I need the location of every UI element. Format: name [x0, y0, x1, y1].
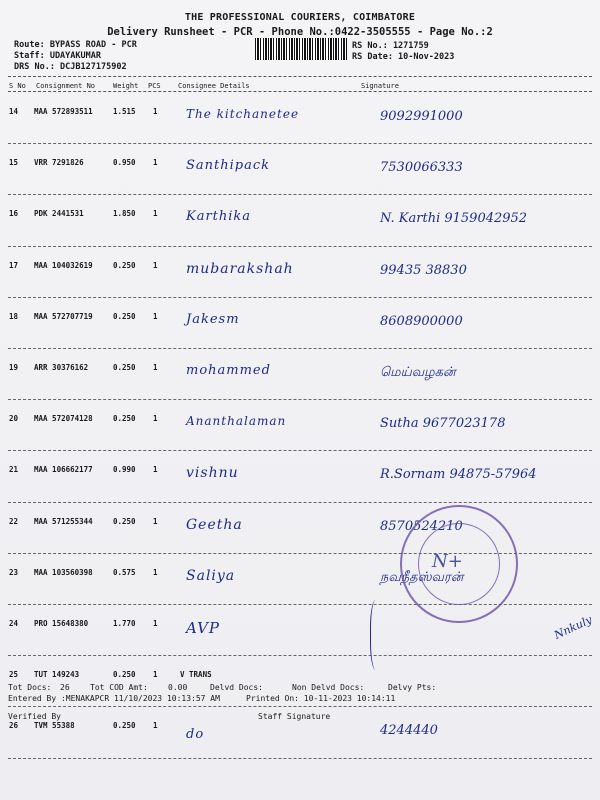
row-signature: Sutha 9677023178 [380, 416, 506, 432]
table-row [8, 349, 592, 400]
row-weight: 1.850 [113, 209, 136, 219]
col-consignee: Consignee Details [178, 82, 250, 90]
col-pcs: PCS [148, 82, 161, 90]
tot-cod-label: Tot COD Amt: [90, 683, 148, 692]
row-sno: 23 [9, 567, 19, 577]
row-weight: 0.250 [113, 311, 136, 321]
row-consignee-handwritten: Geetha [186, 516, 243, 533]
row-divider [8, 758, 592, 759]
col-consignment: Consignment No [36, 82, 96, 90]
col-weight: Weight [113, 82, 139, 90]
verified-by: Verified By [8, 712, 61, 721]
row-sno: 20 [9, 414, 19, 424]
row-pcs: 1 [153, 721, 158, 731]
row-weight: 0.250 [113, 721, 136, 731]
row-sno: 16 [9, 209, 19, 219]
row-consignment-no: MAA 572893511 [34, 107, 93, 116]
rs-number: RS No.: 1271759 [352, 41, 429, 51]
drs-number: DRS No.: DCJB127175902 [14, 62, 127, 72]
row-consignee-handwritten: Ananthalaman [186, 414, 287, 429]
staff-label: Staff: UDAYAKUMAR [14, 51, 101, 61]
row-consignee-handwritten: mohammed [186, 363, 271, 378]
row-pcs: 1 [153, 567, 158, 577]
row-sno: 17 [9, 260, 19, 270]
row-weight: 0.250 [113, 363, 136, 372]
row-signature: 99435 38830 [380, 262, 467, 278]
row-weight: 0.250 [113, 414, 136, 424]
row-weight: 0.250 [113, 670, 136, 680]
table-row [8, 247, 592, 298]
row-printed-consignee: V TRANS [180, 670, 212, 680]
row-consignee-handwritten: Karthika [186, 209, 252, 225]
row-consignee-handwritten: Jakesm [186, 311, 240, 327]
table-row [8, 195, 592, 246]
row-consignee-handwritten: vishnu [186, 465, 239, 482]
row-consignment-no: VRR 7291826 [34, 158, 84, 168]
row-sno: 21 [9, 465, 19, 475]
row-sno: 18 [9, 311, 19, 321]
row-pcs: 1 [153, 414, 158, 424]
delvy-pts: Delvy Pts: [388, 683, 437, 692]
row-sno: 14 [9, 107, 19, 116]
table-row [8, 400, 592, 451]
col-sno: S No [9, 82, 26, 90]
tot-docs-value: 26 [60, 683, 70, 692]
row-weight: 0.250 [113, 516, 136, 526]
row-signature: 4244440 [380, 723, 438, 739]
row-pcs: 1 [153, 311, 158, 321]
runsheet-title: Delivery Runsheet - PCR - Phone No.:0422-3505555 - Page No.:2 [107, 26, 493, 38]
row-signature: N. Karthi 9159042952 [380, 211, 528, 227]
header-rule [8, 76, 592, 77]
entered-by: Entered By :MENAKAPCR 11/10/2023 10:13:57 AM [8, 694, 220, 703]
row-consignment-no: ARR 30376162 [34, 363, 89, 372]
row-signature: Nnkuly [552, 613, 595, 642]
row-weight: 0.990 [113, 465, 136, 475]
row-signature: மெய்வழகன் [380, 365, 456, 380]
row-pcs: 1 [153, 158, 158, 168]
row-consignment-no: MAA 104032619 [34, 260, 93, 270]
row-consignment-no: TVM 55388 [34, 721, 75, 731]
row-consignment-no: PRO 15648380 [34, 619, 89, 628]
row-weight: 1.770 [113, 619, 136, 628]
row-signature: நவநீதஸ்வரன் [380, 569, 464, 585]
row-weight: 1.515 [113, 107, 136, 116]
col-signature: Signature [361, 82, 399, 90]
row-consignee-handwritten: AVP [186, 619, 221, 637]
row-weight: 0.950 [113, 158, 136, 168]
row-signature: 8570524210 [380, 518, 463, 534]
row-weight: 0.250 [113, 260, 136, 270]
row-weight: 0.575 [113, 567, 136, 577]
row-consignee-handwritten: Santhipack [186, 158, 271, 174]
route-label: Route: BYPASS ROAD - PCR [14, 40, 137, 50]
row-pcs: 1 [153, 107, 158, 116]
row-sno: 25 [9, 670, 19, 680]
row-consignment-no: TUT 149243 [34, 670, 80, 680]
printed-on: Printed On: 10-11-2023 10:14:11 [246, 694, 396, 703]
table-row [8, 144, 592, 195]
row-consignee-handwritten: do [186, 727, 205, 743]
row-pcs: 1 [153, 465, 158, 475]
row-sno: 22 [9, 516, 19, 526]
row-signature: R.Sornam 94875-57964 [380, 467, 537, 483]
signature-stroke [370, 600, 384, 670]
row-pcs: 1 [153, 670, 158, 680]
row-consignee-handwritten: The kitchanetee [186, 107, 300, 121]
row-sno: 15 [9, 158, 19, 168]
table-row [8, 298, 592, 349]
row-pcs: 1 [153, 209, 158, 219]
tot-docs-label: Tot Docs: [8, 683, 52, 692]
row-sno: 26 [9, 721, 19, 731]
delvd-docs: Delvd Docs: [210, 683, 263, 692]
colhead-rule [8, 91, 592, 92]
table-row [8, 451, 592, 502]
row-pcs: 1 [153, 260, 158, 270]
row-consignment-no: MAA 103560398 [34, 567, 93, 577]
row-signature: 8608900000 [380, 313, 463, 329]
table-row [8, 93, 592, 144]
stamp-signature-mark: N+ [432, 551, 463, 572]
row-pcs: 1 [153, 619, 158, 628]
row-sno: 19 [9, 363, 19, 372]
tot-cod-value: 0.00 [168, 683, 188, 692]
row-pcs: 1 [153, 363, 158, 372]
row-pcs: 1 [153, 516, 158, 526]
table-row [8, 605, 595, 656]
rs-date: RS Date: 10-Nov-2023 [352, 52, 455, 62]
non-delvd-docs: Non Delvd Docs: [292, 683, 365, 692]
barcode [255, 38, 347, 60]
row-consignment-no: PDK 2441531 [34, 209, 84, 219]
row-signature: 7530066333 [380, 160, 463, 176]
institute-stamp [400, 505, 518, 623]
row-consignment-no: MAA 572074128 [34, 414, 93, 424]
row-consignee-handwritten: Saliya [186, 567, 236, 584]
row-consignment-no: MAA 106662177 [34, 465, 93, 475]
row-consignment-no: MAA 571255344 [34, 516, 93, 526]
row-consignee-handwritten: mubarakshah [186, 260, 294, 277]
company-name: THE PROFESSIONAL COURIERS, COIMBATORE [184, 12, 416, 23]
row-consignment-no: MAA 572707719 [34, 311, 93, 321]
row-signature: 9092991000 [380, 109, 463, 124]
row-sno: 24 [9, 619, 19, 628]
staff-signature: Staff Signature [258, 712, 331, 721]
